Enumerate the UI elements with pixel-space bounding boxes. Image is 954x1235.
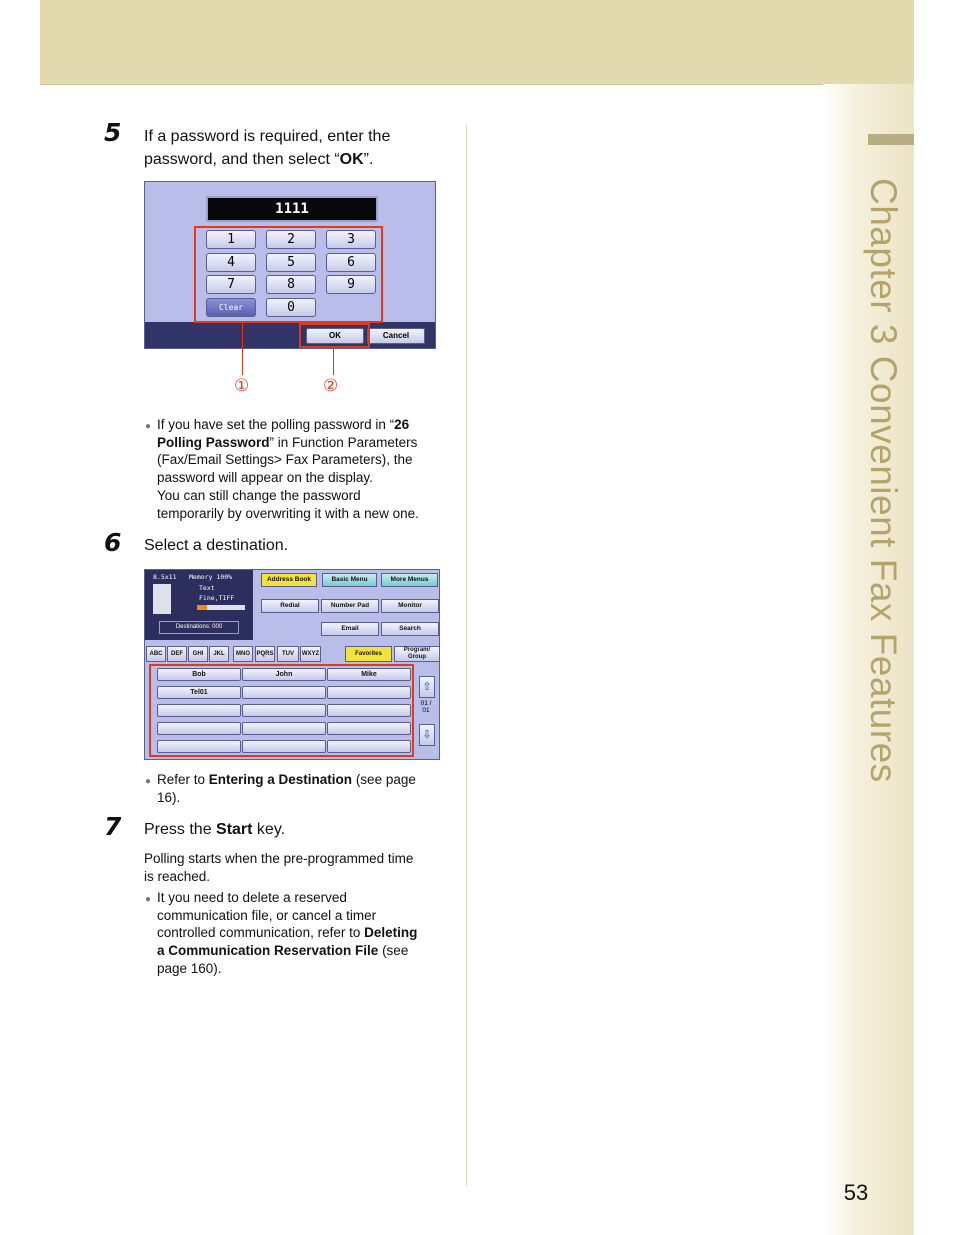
- key-0[interactable]: 0: [266, 298, 316, 317]
- alpha-tab-wxyz[interactable]: WXYZ: [300, 646, 321, 662]
- resolution-label: Fine,TIFF: [199, 594, 235, 602]
- arrow-up-icon: ⇧: [422, 681, 432, 693]
- key-3[interactable]: 3: [326, 230, 376, 249]
- number-pad-button[interactable]: Number Pad: [321, 599, 379, 613]
- step-5-line2-post: ”.: [363, 151, 374, 168]
- callout-2-label: ②: [323, 376, 339, 395]
- arrow-down-icon: ⇩: [422, 729, 432, 741]
- note-bold: Entering a Destination: [208, 772, 353, 787]
- step-5-note-l6: temporarily by overwriting it with a new one.: [157, 505, 419, 521]
- step-7-body-l1: Polling starts when the pre-programmed time: [144, 851, 414, 866]
- page-number: 53: [843, 1180, 869, 1205]
- step-5-note-l1: [157, 416, 457, 434]
- note-text: Refer to: [157, 772, 209, 787]
- note-bold: Polling Password: [157, 434, 270, 450]
- step-7-note-l2: communication file, or cancel a timer: [157, 907, 377, 923]
- screen-bottom-bar: [145, 322, 435, 348]
- alpha-tab-program-group[interactable]: Program/ Group: [394, 646, 440, 662]
- redial-button[interactable]: Redial: [261, 599, 319, 613]
- alpha-tab-pqrs[interactable]: PQRS: [255, 646, 275, 662]
- step-5-note: [157, 416, 457, 522]
- highlight-destination-grid: [149, 664, 414, 757]
- alpha-tab-def[interactable]: DEF: [167, 646, 187, 662]
- callout-1-label: ①: [234, 376, 250, 395]
- step-7-number: 7: [104, 812, 122, 841]
- step-7-note-l4: [157, 942, 457, 960]
- callout-line-2: [333, 348, 334, 375]
- step-7-body-l2: is reached.: [144, 868, 211, 884]
- dest-john[interactable]: John: [242, 668, 326, 681]
- alpha-tab-jkl[interactable]: JKL: [209, 646, 229, 662]
- note-text: (see: [378, 943, 409, 959]
- dest-tel01[interactable]: Tel01: [157, 686, 241, 699]
- step-5-line2-pre: password, and then select “: [144, 151, 340, 168]
- step-6-text: Select a destination.: [144, 537, 289, 554]
- step-5-line1: If a password is required, enter the: [144, 128, 391, 145]
- step-7-post: key.: [252, 821, 286, 838]
- key-9[interactable]: 9: [326, 275, 376, 294]
- key-5[interactable]: 5: [266, 253, 316, 272]
- step-7-text: [144, 818, 454, 841]
- key-1[interactable]: 1: [206, 230, 256, 249]
- highlight-ok: [299, 323, 370, 348]
- tab-address-book[interactable]: Address Book: [261, 573, 317, 587]
- scroll-up-button[interactable]: [419, 676, 435, 698]
- key-clear[interactable]: Clear: [206, 298, 256, 317]
- memory-bar: [197, 605, 245, 610]
- dest-bob[interactable]: Bob: [157, 668, 241, 681]
- note-bold: a Communication Reservation File: [157, 943, 379, 959]
- monitor-button[interactable]: Monitor: [381, 599, 439, 613]
- step-5-note-l2: [157, 434, 457, 452]
- dest-mike[interactable]: Mike: [327, 668, 411, 681]
- step-7-body: [144, 850, 454, 885]
- paper-size: 8.5x11: [153, 573, 177, 581]
- page-indicator: 01 / 01: [420, 700, 432, 714]
- destination-count: Destinations: 000: [159, 621, 239, 634]
- note-bold: Deleting: [364, 925, 418, 941]
- search-button[interactable]: Search: [381, 622, 439, 636]
- memory-status: Memory 100%: [189, 573, 233, 581]
- tab-more-menus[interactable]: More Menus: [381, 573, 438, 587]
- document-icon: [153, 584, 171, 614]
- note-text: ” in Function Parameters: [269, 434, 418, 450]
- mode-label: Text: [199, 584, 215, 592]
- step-6-number: 6: [104, 528, 122, 557]
- alpha-tab-ghi[interactable]: GHI: [188, 646, 208, 662]
- highlight-keypad: [194, 226, 383, 323]
- alpha-tab-tuv[interactable]: TUV: [277, 646, 299, 662]
- step-6-note-l2: 16).: [157, 789, 181, 805]
- key-8[interactable]: 8: [266, 275, 316, 294]
- step-5-text: [144, 125, 454, 171]
- password-display: 1111: [206, 196, 378, 222]
- note-text: controlled communication, refer to: [157, 925, 365, 941]
- header-band: [40, 0, 914, 85]
- step-7-pre: Press the: [144, 821, 217, 838]
- step-7-bold: Start: [216, 821, 253, 838]
- step-7-note-l3: [157, 924, 457, 942]
- cancel-button[interactable]: Cancel: [367, 328, 425, 344]
- key-6[interactable]: 6: [326, 253, 376, 272]
- key-2[interactable]: 2: [266, 230, 316, 249]
- alpha-tab-mno[interactable]: MNO: [233, 646, 253, 662]
- tab-basic-menu[interactable]: Basic Menu: [322, 573, 377, 587]
- step-6-note-l1: [157, 771, 457, 789]
- scroll-down-button[interactable]: [419, 724, 435, 746]
- step-5-note-l4: password will appear on the display.: [157, 470, 373, 486]
- key-7[interactable]: 7: [206, 275, 256, 294]
- note-bold: 26: [394, 417, 410, 432]
- callout-line-1: [242, 323, 243, 375]
- step-7-note-l1: ● It you need to delete a reserved: [157, 890, 347, 905]
- step-5-note-l5: You can still change the password: [157, 487, 361, 503]
- memory-bar-fill: [197, 605, 207, 610]
- key-4[interactable]: 4: [206, 253, 256, 272]
- step-7-note-l5: page 160).: [157, 960, 222, 976]
- chapter-title: Chapter 3 Convenient Fax Features: [863, 178, 904, 783]
- note-text: (see page: [352, 772, 416, 787]
- step-5-line2: [144, 148, 454, 171]
- job-info-panel: [145, 570, 253, 640]
- step-6-note: [157, 771, 457, 806]
- ok-button[interactable]: OK: [306, 328, 364, 344]
- alpha-tab-favorites[interactable]: Favorites: [345, 646, 392, 662]
- column-divider: [466, 124, 467, 1186]
- step-5-note-l3: (Fax/Email Settings> Fax Parameters), the: [157, 452, 413, 468]
- alpha-tab-abc[interactable]: ABC: [146, 646, 166, 662]
- step-5-ok-bold: OK: [339, 151, 364, 168]
- email-button[interactable]: Email: [321, 622, 379, 636]
- step-7-note: [157, 889, 457, 978]
- note-text: If you have set the polling password in “: [157, 417, 395, 432]
- sidebar-marker: [868, 134, 914, 145]
- step-5-number: 5: [104, 118, 122, 147]
